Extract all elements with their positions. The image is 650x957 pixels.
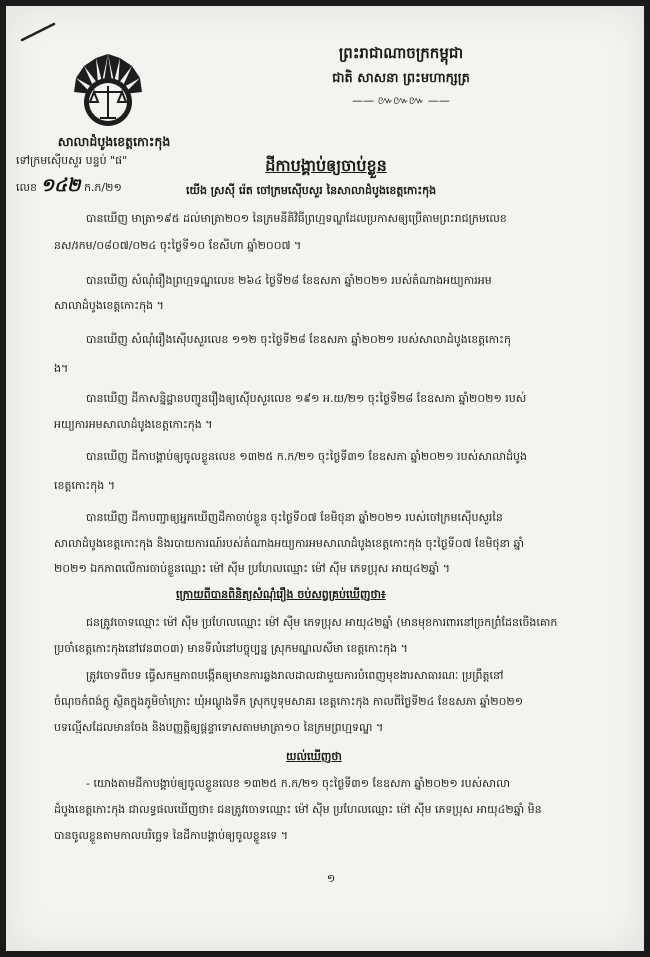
body-line: បានឃើញ សំណុំរឿងស៊ើបសួរលេខ ១១២ ចុះថ្ងៃទី២៨ ខែឧសភា ឆ្នាំ២០២១ របស់សាលាដំបូងខេត្តកោះកុ [86, 333, 511, 346]
section-heading-findings: ក្រោយពីបានពិនិត្យសំណុំរឿង ចប់សព្វគ្រប់ឃើញថា៖ [176, 588, 386, 601]
body-line: អយ្យការអមសាលាដំបូងខេត្តកោះកុង ។ [54, 418, 213, 431]
court-name: សាលាដំបូងខេត្តកោះកុង [57, 134, 171, 149]
reference-handwritten-number: ១៤២ [40, 175, 81, 196]
pen-stroke-mark [20, 20, 60, 44]
reference-suffix: ក.ក/២១ [83, 181, 122, 194]
body-line: បានឃើញ មាត្រា១៩៥ ដល់មាត្រា២០១ នៃក្រមនីតិវិធីព្រហ្មទណ្ឌដែលប្រកាសឲ្យប្រើតាមព្រះរាជក្រមលេខ [86, 212, 507, 225]
body-line: បានឃើញ ដីកាបញ្ជាឲ្យអ្នកឃើញដីកាចាប់ខ្លួន ចុះថ្ងៃទី០៧ ខែមិថុនា ឆ្នាំ២០២១ របស់ចៅក្រមស៊ើបសួរនៃ [86, 511, 503, 524]
kingdom-heading: ព្រះរាជាណាចក្រកម្ពុជា [338, 44, 464, 62]
page-number: ១ [326, 872, 336, 885]
body-line: បានឃើញ ដីកាសន្និដ្ឋានបញ្ជូនរឿងឲ្យស៊ើបសួរលេខ ១៩១ អ.យ/២១ ចុះថ្ងៃទី២៨ ខែឧសភា ឆ្នាំ២០២១ របស់ [86, 392, 527, 405]
body-line: - យោងតាមដីកាបង្គាប់ឲ្យចូលខ្លួនលេខ ១៣២៥ ក.ក/២១ ចុះថ្ងៃទី៣១ ខែឧសភា ឆ្នាំ២០២១ របស់សាលា [86, 777, 511, 790]
body-line: នស/រកម/០៨០៧/០២៤ ចុះថ្ងៃទី១០ ខែសីហា ឆ្នាំ២០០៧ ។ [54, 239, 302, 252]
body-line: បានចូលខ្លួនតាមកាលបរិច្ឆេទ នៃដីកាបង្គាប់ឲ្យចូលខ្លួនទេ ។ [54, 829, 288, 842]
body-line: ង។ [54, 362, 69, 375]
body-line: បានឃើញ ដីកាបង្គាប់ឲ្យចូលខ្លួនលេខ ១៣២៥ ក.ក/២១ ចុះថ្ងៃទី៣១ ខែឧសភា ឆ្នាំ២០២១ របស់សាលាដំបូង [86, 450, 528, 463]
body-line: សាលាដំបូងខេត្តកោះកុង និងរបាយការណ៍របស់តំណាងអយ្យការអមសាលាដំបូងខេត្តកោះកុង ចុះថ្ងៃទី០៧ ខែមិថុនា ឆ្នាំ [54, 537, 524, 550]
body-line: បានឃើញ សំណុំរឿងព្រហ្មទណ្ឌលេខ ២៦៤ ថ្ងៃទី២៨ ខែឧសភា ឆ្នាំ២០២១ របស់តំណាងអយ្យការអម [86, 274, 492, 287]
section-heading-considering: យល់ឃើញថា [286, 750, 342, 763]
body-line: ខេត្តកោះកុង ។ [54, 479, 115, 492]
reference-number [16, 173, 122, 200]
body-line: បទល្មើសដែលមានចែង និងបញ្ញត្តិឲ្យផ្ដន្ទាទោសតាមមាត្រា១០ នៃក្រមព្រហ្មទណ្ឌ ។ [54, 721, 384, 734]
body-line: ដំបូងខេត្តកោះកុង ជាលទ្ធផលឃើញថា៖ ជនត្រូវចោទឈ្មោះ ម៉ៅ ស៊ីម ប្រហែលឈ្មោះ ម៉ៅ ស៊ីម ភេទប្រុស អាយុ៤២ឆ្នាំ មិន [54, 803, 542, 816]
investigating-bureau: ទៅក្រមស៊ើបសួរ បន្ទប់ "ផ" [16, 154, 128, 167]
document-page [6, 6, 644, 951]
body-line: សាលាដំបូងខេត្តកោះកុង ។ [54, 299, 164, 312]
reference-label: លេខ [16, 181, 37, 194]
national-motto: ជាតិ សាសនា ព្រះមហាក្សត្រ [332, 71, 470, 86]
body-line: ២០២១ ឯកភាពលើការចាប់ខ្លួនឈ្មោះ ម៉ៅ ស៊ីម ប្រហែលឈ្មោះ ម៉ៅ ស៊ីម ភេទប្រុស អាយុ៤២ឆ្នាំ ។ [54, 562, 451, 575]
judge-intro-line: យើង ស្រស៊ី រ៉េត ចៅក្រមស៊ើបសួរ នៃសាលាដំបូងខេត្តកោះកុង [186, 184, 437, 197]
ornament-divider: —— ៚៚៚ —— [352, 94, 450, 107]
body-line: ជនត្រូវចោទឈ្មោះ ម៉ៅ ស៊ីម ប្រហែលឈ្មោះ ម៉ៅ ស៊ីម ភេទប្រុស អាយុ៤២ឆ្នាំ (មានមុខការពារនៅច្រកព្រំដែនចើងគោក [86, 616, 558, 629]
document-title: ដីកាបង្គាប់ឲ្យចាប់ខ្លួន [265, 156, 387, 175]
court-emblem-icon [68, 48, 148, 134]
body-line: ត្រូវចោទពីបទ ធ្វើសកម្មភាពបង្កើតឲ្យមានការឆ្លងរាលដាលជាមួយការបំពេញមុខងារសាធារណៈ ប្រព្រឹត្តនៅ [86, 669, 504, 682]
body-line: ចំណុចកំពង់ក្លូ ស្ថិតក្នុងភូមិចាំក្រោះ ឃុំអណ្ដូងទឹក ស្រុកបូទុមសាគរ ខេត្តកោះកុង កាលពីថ្ងៃទី២៤ ខែឧសភា ឆ្នាំ២០២១ [54, 695, 524, 708]
body-line: ប្រចាំខេត្តកោះកុងនៅវេន៣០៣) មានទីលំនៅបច្ចុប្បន្ន ស្រុកមណ្ឌលសីមា ខេត្តកោះកុង ។ [54, 642, 408, 655]
